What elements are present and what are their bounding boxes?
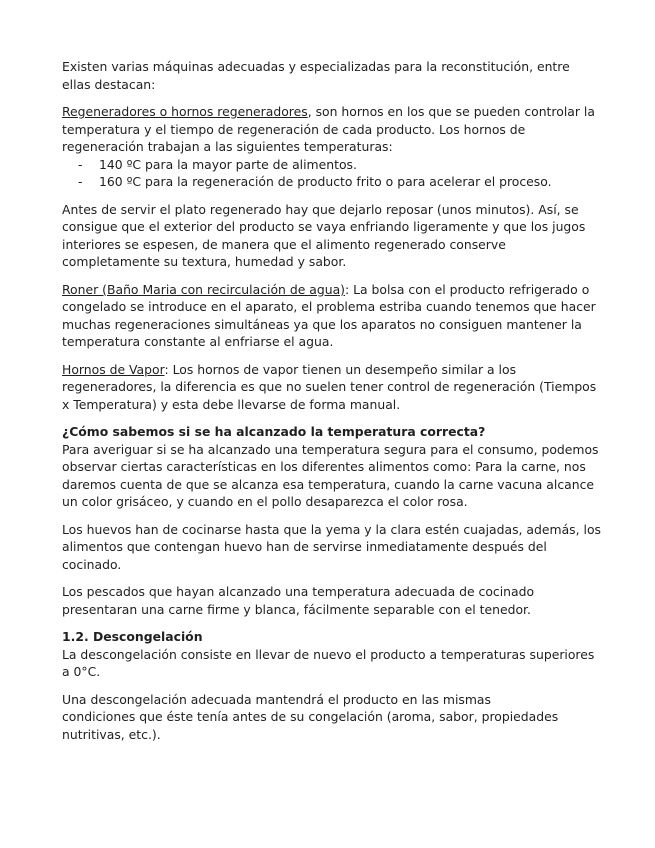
list-item-text: 160 ºC para la regeneración de producto frito o para acelerar el proceso. bbox=[99, 174, 552, 189]
descongelacion-adecuada-paragraph bbox=[62, 691, 602, 744]
vapor-paragraph bbox=[62, 361, 602, 414]
vapor-term: Hornos de Vapor bbox=[62, 361, 165, 377]
regeneradores-text: , son hornos en los que se pueden controlar la temperatura y el tiempo de regeneración de cada producto. Los hornos de regeneración trabajan a las siguientes temperaturas: bbox=[62, 104, 595, 154]
temperatura-paragraph: Para averiguar si se ha alcanzado una temperatura segura para el consumo, podemos observar ciertas características en los diferentes alimentos como: Para la carne, nos daremos cuenta de que se alcanza esa temperatura, cuando la carne vacuna alcance un color grisáceo, y cuando en el pollo desaparezca el color rosa. bbox=[62, 441, 599, 509]
roner-paragraph bbox=[62, 281, 602, 351]
intro-paragraph: Existen varias máquinas adecuadas y especializadas para la reconstitución, entre ellas destacan: bbox=[62, 59, 570, 92]
document-page bbox=[62, 58, 602, 753]
temperatura-heading: ¿Cómo sabemos si se ha alcanzado la temperatura correcta? bbox=[62, 424, 486, 439]
descongelacion-heading: 1.2. Descongelación bbox=[62, 629, 203, 644]
list-item-text: 140 ºC para la mayor parte de alimentos. bbox=[99, 156, 357, 172]
vapor-text: : Los hornos de vapor tienen un desempeño similar a los regeneradores, la diferencia es que no suelen tener control de regeneración (Tiempos x Temperatura) y esta debe llevarse de forma manual. bbox=[62, 361, 597, 412]
roner-term: Roner (Baño Maria con recirculación de agua) bbox=[62, 281, 345, 297]
descongelacion-line-2: condiciones que éste tenía antes de su congelación (aroma, sabor, propiedades nutritivas, etc.). bbox=[62, 709, 559, 742]
bullet-dash: - bbox=[78, 156, 83, 172]
roner-text: : La bolsa con el producto refrigerado o congelado se introduce en el aparato, el problema estriba cuando tenemos que hacer muchas regeneraciones simultáneas ya que los aparatos no consiguen mantener la temperatura constante al enfriarse el agua. bbox=[62, 281, 596, 349]
huevos-paragraph: Los huevos han de cocinarse hasta que la yema y la clara estén cuajadas, además, los alimentos que contengan huevo han de servirse inmediatamente después del cocinado. bbox=[62, 521, 601, 572]
reposar-paragraph: Antes de servir el plato regenerado hay que dejarlo reposar (unos minutos). Así, se consigue que el exterior del producto se vaya enfriando ligeramente y que los jugos interiores se espesen, de manera que el alimento regenerado conserve completamente su textura, humedad y sabor. bbox=[62, 201, 586, 269]
descongelacion-line-1: Una descongelación adecuada mantendrá el producto en las mismas bbox=[62, 691, 491, 707]
bullet-dash: - bbox=[78, 174, 83, 189]
regeneradores-term: Regeneradores o hornos regeneradores bbox=[62, 104, 308, 119]
descongelacion-paragraph: La descongelación consiste en llevar de nuevo el producto a temperaturas superiores a 0°C. bbox=[62, 646, 595, 679]
pescados-paragraph: Los pescados que hayan alcanzado una temperatura adecuada de cocinado presentaran una carne firme y blanca, fácilmente separable con el tenedor. bbox=[62, 584, 535, 617]
temperature-list bbox=[62, 156, 602, 191]
list-item bbox=[62, 173, 602, 191]
regeneradores-paragraph bbox=[62, 103, 602, 156]
list-item bbox=[62, 156, 602, 174]
